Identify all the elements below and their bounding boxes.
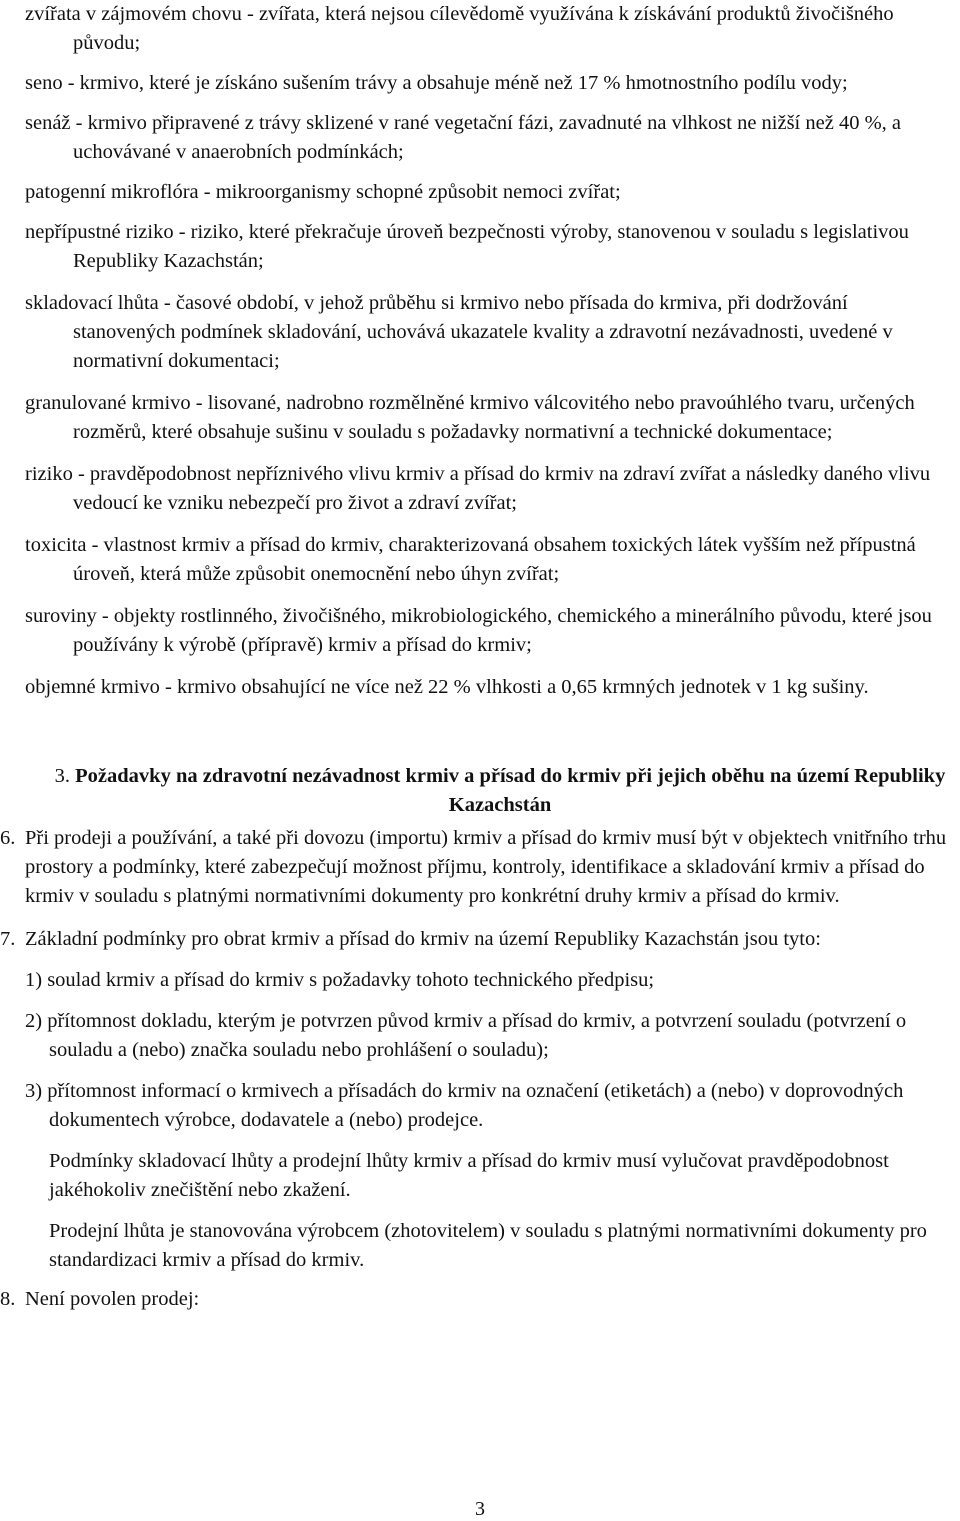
item-6-number: 6.: [0, 827, 16, 849]
item-7-paragraph-1: Podmínky skladovací lhůty a prodejní lhůty krmiv a přísad do krmiv musí vylučovat pravděpodobnost jakéhokoliv znečištění nebo zkažení.: [49, 1150, 889, 1201]
definition-objemne-krmivo: objemné krmivo - krmivo obsahující ne více než 22 % vlhkosti a 0,65 krmných jednotek v 1 kg sušiny.: [25, 676, 869, 698]
item-6: [0, 824, 955, 911]
item-7: [0, 925, 955, 954]
item-7-paragraph-2: Prodejní lhůta je stanovována výrobcem (zhotovitelem) v souladu s platnými normativními dokumenty pro standardizaci krmiv a přísad do krmiv.: [49, 1220, 927, 1271]
item-8-number: 8.: [0, 1288, 16, 1310]
definition-zvirata: zvířata v zájmovém chovu - zvířata, která nejsou cílevědomě využívána k získávání produktů živočišného původu;: [25, 3, 894, 54]
definition-toxicita: toxicita - vlastnost krmiv a přísad do krmiv, charakterizovaná obsahem toxických látek vyšším než přípustná úroveň, která může způsobit onemocnění nebo úhyn zvířat;: [25, 534, 916, 585]
item-7-number: 7.: [0, 928, 16, 950]
definition-senaz: senáž - krmivo připravené z trávy sklizené v rané vegetační fázi, zavadnuté na vlhkost ne nižší než 40 %, a uchovávané v anaerobních podmínkách;: [25, 112, 902, 163]
definition-neprípustne-riziko: nepřípustné riziko - riziko, které překračuje úroveň bezpečnosti výroby, stanovenou v souladu s legislativou Republiky Kazachstán;: [25, 221, 909, 272]
item-7-subitem-3: 3) přítomnost informací o krmivech a přísadách do krmiv na označení (etiketách) a (nebo) v doprovodných dokumentech výrobce, dodavatele a (nebo) prodejce.: [25, 1080, 904, 1131]
section-number: 3.: [54, 765, 71, 787]
item-7-text: Základní podmínky pro obrat krmiv a přísad do krmiv na území Republiky Kazachstán jsou tyto:: [25, 928, 821, 950]
page-number: 3: [475, 1498, 485, 1520]
definition-seno: seno - krmivo, které je získáno sušením trávy a obsahuje méně než 17 % hmotnostního podílu vody;: [25, 72, 848, 94]
item-7-subitem-1: 1) soulad krmiv a přísad do krmiv s požadavky tohoto technického předpisu;: [25, 969, 655, 991]
definition-riziko: riziko - pravděpodobnost nepříznivého vlivu krmiv a přísad do krmiv na zdraví zvířat a následky daného vlivu vedoucí ke vzniku nebezpečí pro život a zdraví zvířat;: [25, 463, 931, 514]
definition-skladovaci-lhuta: skladovací lhůta - časové období, v jehož průběhu si krmivo nebo přísada do krmiva, při dodržování stanovených podmínek skladování, uchovává ukazatele kvality a zdravotní nezávadnosti, uvedené v normativní dokumentaci;: [25, 292, 893, 372]
item-8-text: Není povolen prodej:: [25, 1288, 200, 1310]
definition-suroviny: suroviny - objekty rostlinného, živočišného, mikrobiologického, chemického a minerálního původu, které jsou používány k výrobě (přípravě) krmiv a přísad do krmiv;: [25, 605, 932, 656]
item-6-text: Při prodeji a používání, a také při dovozu (importu) krmiv a přísad do krmiv musí být v objektech vnitřního trhu prostory a podmínky, které zabezpečují možnost příjmu, kontroly, identifikace a skladování krmiv a přísad do krmiv v souladu s platnými normativními dokumenty pro konkrétní druhy krmiv a přísad do krmiv.: [25, 827, 947, 907]
item-8: [0, 1285, 955, 1314]
section-heading: [25, 762, 955, 820]
item-7-subitem-2: 2) přítomnost dokladu, kterým je potvrzen původ krmiv a přísad do krmiv, a potvrzení souladu (potvrzení o souladu a (nebo) značka souladu nebo prohlášení o souladu);: [25, 1010, 907, 1061]
definition-patogenni-mikroflora: patogenní mikroflóra - mikroorganismy schopné způsobit nemoci zvířat;: [25, 181, 621, 203]
section-title: Požadavky na zdravotní nezávadnost krmiv a přísad do krmiv při jejich oběhu na území Republiky Kazachstán: [75, 765, 946, 816]
definition-granulovane-krmivo: granulované krmivo - lisované, nadrobno rozmělněné krmivo válcovitého nebo pravoúhlého tvaru, určených rozměrů, které obsahuje sušinu v souladu s požadavky normativní a technické dokumentace;: [25, 392, 915, 443]
